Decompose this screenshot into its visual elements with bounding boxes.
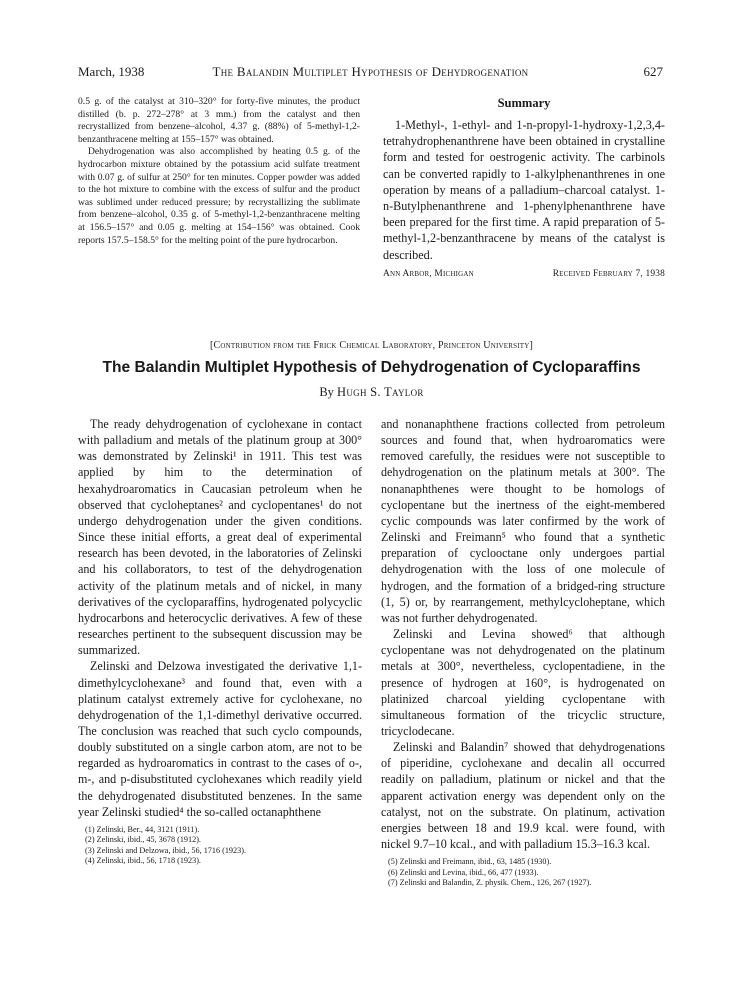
experimental-paragraph-1: 0.5 g. of the catalyst at 310–320° for forty-five minutes, the product distilled (b. p. 272–278° at 3 mm.) from the catalyst and then recrystallized from benzene–alcohol, 4.37 g. (88%) of 5-methyl-1,2-benzanthracene melting at 155–157° was obtained. [78,96,360,145]
summary-section [383,96,665,283]
issue-date: March, 1938 [78,64,145,79]
author-name: Hugh S. Taylor [337,385,424,399]
running-head-title: The Balandin Multiplet Hypothesis of Dehydrogenation [212,64,529,79]
footnotes-left [78,825,362,867]
body-paragraph: The ready dehydrogenation of cyclohexane in contact with palladium and metals of the platinum group at 300° was demonstrated by Zelinski¹ in 1911. This test was applied by him to the determination of hexahydroaromatics in Caucasian petroleum when he observed that cycloheptanes² and cyclopentanes¹ do not undergo dehydrogenation under the given conditions. Since these initial efforts, a great deal of experimental research has been devoted, in the laboratories of Zelinski and his collaborators, to test of the dehydrogenation activity of the platinum metals and of nickel, in many derivatives of the cycloparaffins, hydrogenated polycyclic hydrocarbons and heterocyclic derivatives. A few of these researches pertinent to the subsequent discussion may be summarized. [78,417,362,658]
affiliation-location: Ann Arbor, Michigan [383,268,474,279]
running-head [78,64,663,82]
article-title: The Balandin Multiplet Hypothesis of Dehydrogenation of Cycloparaffins [102,359,641,376]
experimental-paragraph-2: Dehydrogenation was also accomplished by heating 0.5 g. of the hydrocarbon mixture obtained by the potassium acid sulfate treatment with 0.07 g. of sulfur at 250° for ten minutes. Copper powder was added to the hot mixture to combine with the excess of sulfur and the product was sublimed under reduced pressure; by recrystallizing the sublimate from benzene–alcohol, 0.35 g. of 5-methyl-1,2-benzanthracene melting at 156.5–157° and 0.05 g. melting at 154–156° was obtained. Cook reports 157.5–158.5° for the melting point of the pure hydrocarbon. [78,146,360,246]
previous-article-tail [78,96,360,247]
body-paragraph: and nonanaphthene fractions collected from petroleum sources and found that, when hydroaromatics were removed carefully, the residues were not susceptible to dehydrogenation on the platinum metals at 300°. The nonanaphthenes were thought to be homologs of cyclopentane but the inertness of the eight-membered cyclic compounds was later confirmed by the work of Zelinski and Freimann⁵ who found that a synthetic preparation of cyclooctane only undergoes partial dehydrogenation with the loss of one molecule of hydrogen, and the formation of a bridged-ring structure (1, 5) or, by rearrangement, methylcycloheptane, which was not further dehydrogenated. [381,417,665,625]
footnote: (6) Zelinski and Levina, ibid., 66, 477 (1933). [388,867,539,877]
footnote: (3) Zelinski and Delzowa, ibid., 56, 1716 (1923). [85,845,246,855]
footnote: (2) Zelinski, ibid., 45, 3678 (1912). [85,835,201,845]
body-column-left [78,416,362,867]
page-number: 627 [643,64,663,79]
byline-prefix: By [319,385,334,399]
footnote: (5) Zelinski and Freimann, ibid., 63, 1485 (1930). [388,857,552,867]
summary-text: 1-Methyl-, 1-ethyl- and 1-n-propyl-1-hydroxy-1,2,3,4-tetrahydrophenanthrene have been obtained in crystalline form and tested for oestrogenic activity. The carbinols can be converted rapidly to 1-alkylphenanthrenes in one operation by means of a palladium–charcoal catalyst. 1-n-Butylphenanthrene and 1-phenylphenanthrene have been prepared for the first time. A rapid preparation of 5-methyl-1,2-benzanthracene by means of the catalyst is described. [383,118,665,262]
summary-heading: Summary [497,96,551,110]
body-paragraph: Zelinski and Balandin⁷ showed that dehydrogenations of piperidine, cyclohexane and decalin all occurred readily on palladium, platinum or nickel and that the apparent activation energy was dependent only on the catalyst, not on the substrate. On platinum, activation energies between 18 and 19.9 kcal. were found, with nickel 9.7–10 kcal., and with palladium 15.3–16.3 kcal. [381,740,665,852]
footnote: (7) Zelinski and Balandin, Z. physik. Chem., 126, 267 (1927). [388,878,592,888]
byline [78,385,665,400]
body-column-right [381,416,665,888]
body-paragraph: Zelinski and Levina showed⁶ that although cyclopentane was not dehydrogenated on the platinum metals at 300°, nevertheless, cyclopentadiene, in the presence of hydrogen at 160°, is hydrogenated on platinized charcoal yielding cyclopentane with simultaneous formation of the tricyclic structure, tricyclodecane. [381,627,665,738]
footnote: (1) Zelinski, Ber., 44, 3121 (1911). [85,824,200,834]
body-paragraph: Zelinski and Delzowa investigated the derivative 1,1-dimethylcyclohexane³ and found that, even with a platinum catalyst extremely active for cyclohexane, no dehydrogenation of the 1,1-dimethyl derivative occurred. The conclusion was reached that such cyclo compounds, doubly substituted on a single carbon atom, are not to be regarded as hydroaromatics in contrast to the cases of o-, m-, and p-disubstituted cyclohexanes which readily yield the dehydrogenated disubstituted benzenes. In the same year Zelinski studied⁴ the so-called octanaphthene [78,659,362,819]
contribution-line: [Contribution from the Frick Chemical Laboratory, Princeton University] [209,340,533,351]
footnotes-right [381,857,665,888]
received-date: Received February 7, 1938 [552,268,665,279]
affiliation-line [383,269,665,283]
footnote: (4) Zelinski, ibid., 56, 1718 (1923). [85,856,201,866]
